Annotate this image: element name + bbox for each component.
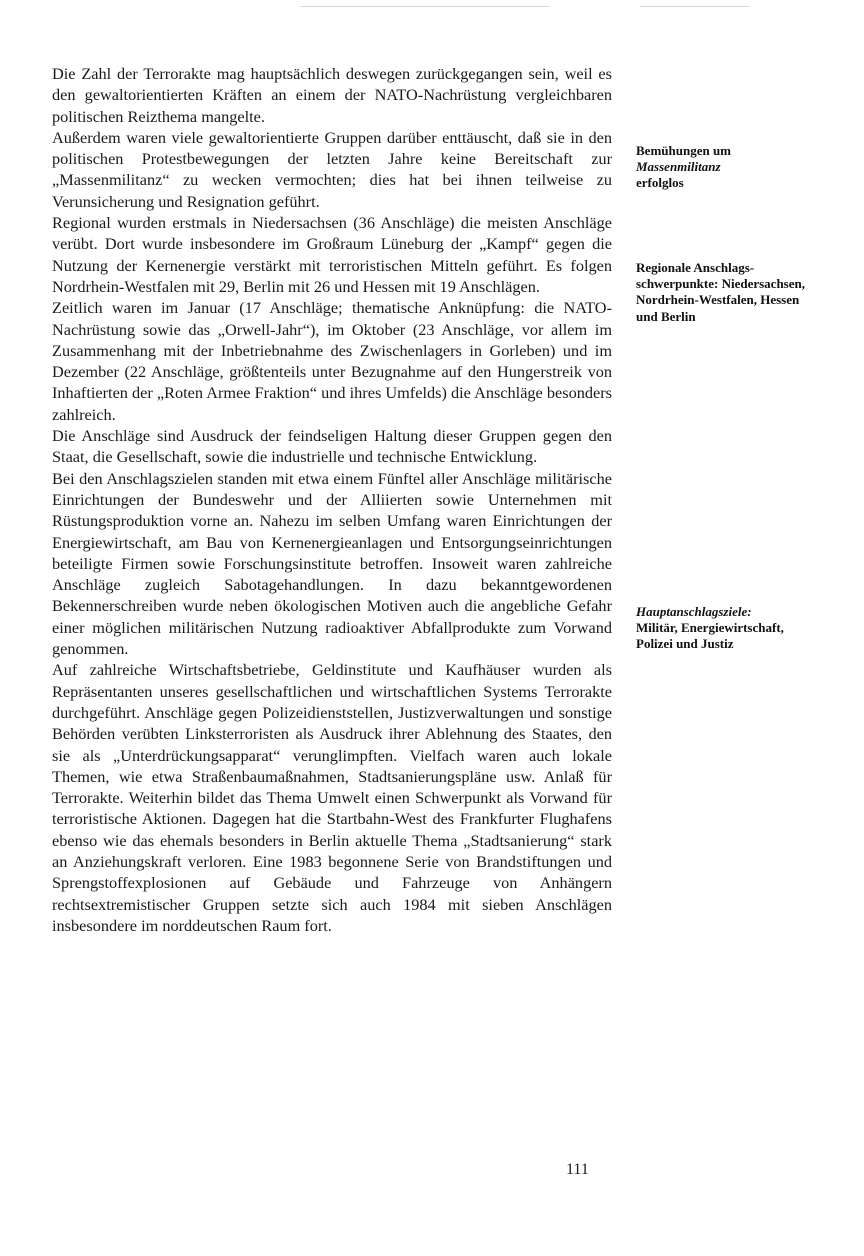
scan-top-rule: [300, 6, 550, 7]
margin-note-line: Bemühungen um: [636, 143, 731, 158]
body-text: [52, 63, 612, 936]
margin-note-regional: Regionale Anschlagsschwerpunkte: Niedersachsen, Nordrhein-Westfalen, Hessen und Berlin: [636, 260, 805, 324]
paragraph-regional: Regional wurden erstmals in Niedersachsen (36 Anschläge) die meisten Anschläge verübt. Dort wurde insbesondere im Großraum Lüneburg der „Kampf“ gegen die Nutzung der Kernenergie verstärkt mit terroristischen Mitteln geführt. Es folgen Nordrhein-Westfalen mit 29, Berlin mit 26 und Hessen mit 19 Anschlägen.: [52, 213, 612, 296]
margin-note-mass-militancy: [636, 143, 806, 192]
margin-note-line: erfolglos: [636, 175, 684, 191]
margin-note-main-targets: [636, 604, 806, 653]
paragraph-temporal: Zeitlich waren im Januar (17 Anschläge; thematische Anknüpfung: die NATO-Nachrüstung sowie das „Orwell-Jahr“), im Oktober (23 Anschläge, vor allem im Zusammenhang mit der Inbetriebnahme des Zwischenlagers in Gorleben) und im Dezember (22 Anschläge, größtenteils unter Bezugnahme auf den Hungerstreik von Inhaftierten der „Roten Armee Fraktion“ und ihres Umfelds) die Anschläge besonders zahlreich.: [52, 298, 612, 424]
scan-top-rule-right: [640, 6, 750, 7]
paragraph-economy-targets: Auf zahlreiche Wirtschaftsbetriebe, Geldinstitute und Kaufhäuser wurden als Repräsentanten unseres gesellschaftlichen und wirtschaftlichen Systems Terrorakte durchgeführt. Anschläge gegen Polizeidienststellen, Justizverwaltungen und sonstige Behörden verübten Linksterroristen als Ausdruck ihrer Ablehnung des Staates, den sie als „Unterdrückungsapparat“ verunglimpften. Vielfach waren auch lokale Themen, wie etwa Straßenbaumaßnahmen, Stadtsanierungspläne usw. Anlaß für Terrorakte. Weiterhin bildet das Thema Umwelt einen Schwerpunkt als Vorwand für terroristische Aktionen. Dagegen hat die Startbahn-West des Frankfurter Flughafens ebenso wie das ehemals besonders in Berlin aktuelle Thema „Stadtsanierung“ stark an Anziehungskraft verloren. Eine 1983 begonnene Serie von Brandstiftungen und Sprengstoffexplosionen auf Gebäude und Fahrzeuge von Anhängern rechtsextremistischer Gruppen setzte sich auch 1984 mit sieben Anschlägen insbesondere im norddeutschen Raum fort.: [52, 660, 612, 935]
margin-note-line: Militär, Energiewirtschaft, Polizei und Justiz: [636, 620, 784, 652]
paragraph-hostility: Die Anschläge sind Ausdruck der feindseligen Haltung dieser Gruppen gegen den Staat, die Gesellschaft, sowie die industrielle und technische Entwicklung.: [52, 426, 612, 467]
paragraph-reason-decline: Die Zahl der Terrorakte mag hauptsächlich deswegen zurückgegangen sein, weil es den gewaltorientierten Kräften an einem der NATO-Nachrüstung vergleichbaren politischen Reizthema mangelte.: [52, 64, 612, 126]
margin-note-line: Massenmilitanz: [636, 159, 721, 175]
page-number: 111: [566, 1161, 589, 1178]
margin-note-line: Hauptanschlagsziele:: [636, 604, 752, 619]
paragraph-targets: Bei den Anschlagszielen standen mit etwa einem Fünftel aller Anschläge militärische Einrichtungen der Bundeswehr und der Alliierten sowie Unternehmen mit Rüstungsproduktion vorne an. Nahezu im selben Umfang waren Einrichtungen der Energiewirtschaft, am Bau von Kernenergieanlagen und Entsorgungseinrichtungen beteiligte Firmen sowie Forschungsinstitute betroffen. Insoweit waren zahlreiche Anschläge zugleich Sabotagehandlungen. In dazu bekanntgewordenen Bekennerschreiben wurde neben ökologischen Motiven auch die angebliche Gefahr einer möglichen militärischen Nutzung radioaktiver Abfallprodukte zum Vorwand genommen.: [52, 468, 612, 659]
paragraph-mass-militancy: Außerdem waren viele gewaltorientierte Gruppen darüber enttäuscht, daß sie in den politischen Protestbewegungen der letzten Jahre keine Bereitschaft zur „Massenmilitanz“ zu wecken vermochten; dies hat bei ihnen teilweise zu Verunsicherung und Resignation geführt.: [52, 127, 612, 211]
